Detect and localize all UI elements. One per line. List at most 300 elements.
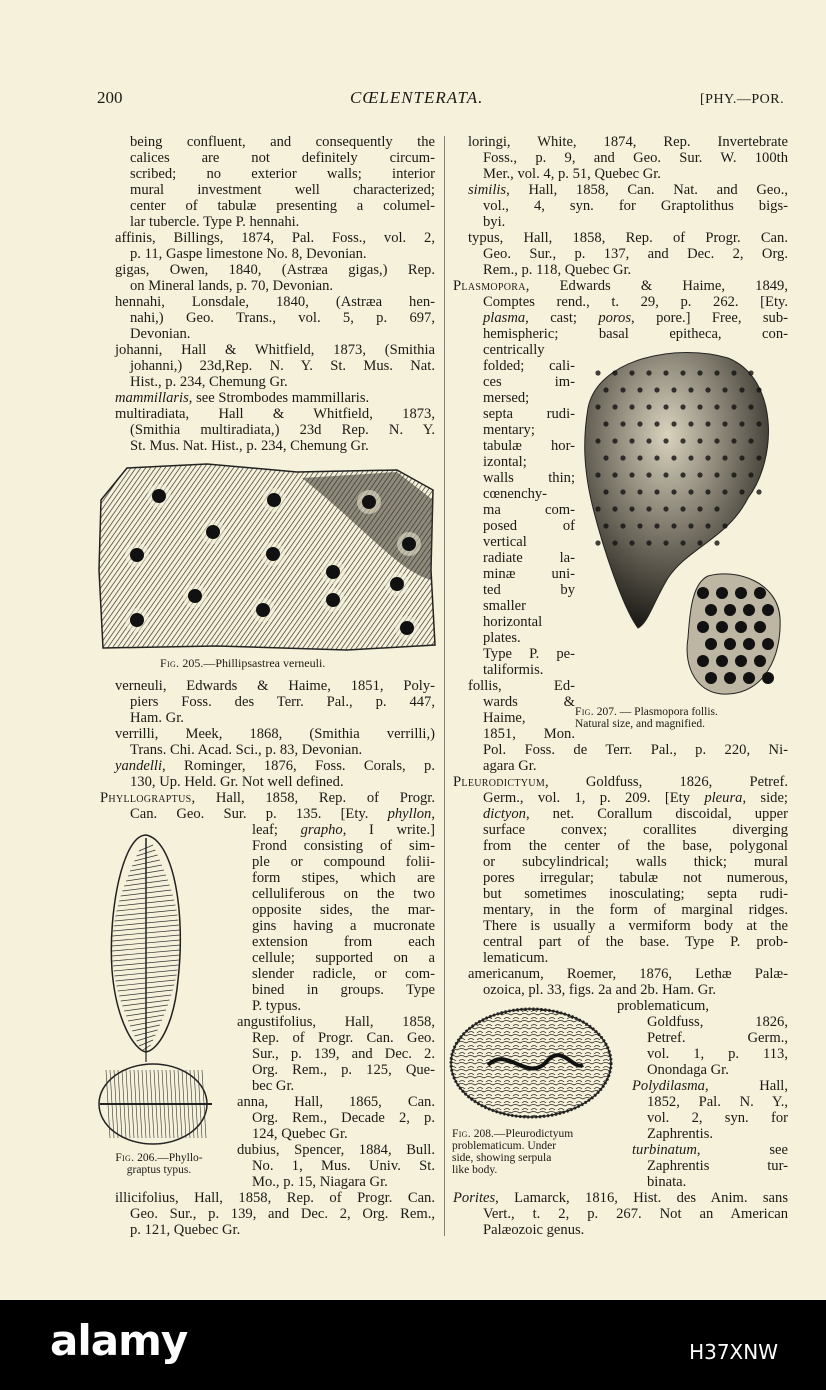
pore-dot — [595, 472, 600, 477]
text-run: , Goldfuss, 1826, Petref. — [545, 774, 788, 790]
pore-dot — [620, 387, 625, 392]
pore-dot — [629, 506, 634, 511]
pore-dot — [629, 472, 634, 477]
entry-paragraph — [100, 134, 435, 230]
small-caps-term: Pleurodictyum — [453, 774, 546, 790]
pore-dot — [688, 455, 693, 460]
text-run: loringi, White, 1874, Rep. Invertebrate — [468, 134, 788, 150]
pore-dot — [646, 540, 651, 545]
text-line — [483, 198, 788, 214]
caption-line — [100, 1152, 218, 1164]
text-line — [483, 518, 575, 534]
pore-dot — [722, 489, 727, 494]
text-line — [647, 1046, 788, 1062]
text-line — [483, 582, 575, 598]
entry-paragraph — [100, 390, 435, 406]
pore-dot — [714, 404, 719, 409]
italic-term: phyllon — [387, 806, 432, 822]
text-run: agara Gr. — [483, 758, 537, 774]
pore-dot — [595, 540, 600, 545]
caption-line — [452, 1164, 632, 1176]
text-line — [252, 854, 435, 870]
pore-dot — [739, 421, 744, 426]
text-run: minæ uni- — [483, 566, 575, 582]
text-run: Mo., p. 15, Niagara Gr. — [252, 1174, 388, 1190]
pore-dot — [663, 540, 668, 545]
text-line — [483, 422, 575, 438]
text-run: wards & — [483, 694, 575, 710]
text-run: vol. 1, p. 113, — [647, 1046, 788, 1062]
text-line — [483, 342, 575, 358]
text-run: illicifolius, Hall, 1858, Rep. of Progr. Can. — [115, 1190, 435, 1206]
text-run: 205.—Phillipsastrea verneuli. — [179, 656, 326, 670]
text-line — [483, 502, 575, 518]
text-line — [252, 950, 435, 966]
entry-paragraph — [100, 294, 435, 342]
calice-dot — [267, 493, 281, 507]
pore-dot — [654, 455, 659, 460]
text-run: hennahi, Lonsdale, 1840, (Astræa hen- — [115, 294, 435, 310]
text-run: 130, Up. Held. Gr. Not well defined. — [130, 774, 344, 790]
text-run: follis, Ed- — [468, 678, 575, 694]
pore-dot — [620, 421, 625, 426]
figure-208-pleurodictyum — [448, 1005, 614, 1123]
text-line — [483, 854, 788, 870]
pore-dot — [680, 472, 685, 477]
caption-line — [452, 1128, 632, 1140]
text-run: vol., 4, syn. for Graptolithus bigs- — [483, 198, 788, 214]
italic-term: poros — [598, 310, 632, 326]
text-run: izontal; — [483, 454, 527, 470]
pore-dot — [739, 387, 744, 392]
pore-dot — [603, 421, 608, 426]
pore-dot — [637, 489, 642, 494]
figure-205-phillipsastrea — [97, 460, 437, 655]
text-line — [647, 1158, 788, 1174]
entries-block-f — [453, 342, 575, 742]
text-line — [453, 278, 788, 294]
pore-dot — [646, 404, 651, 409]
pore-dot — [612, 404, 617, 409]
entry-paragraph — [617, 998, 788, 1078]
text-run: ces im- — [483, 374, 575, 390]
text-line — [115, 342, 435, 358]
page-number: 200 — [97, 88, 123, 107]
calice-spot — [743, 672, 755, 684]
text-run: 124, Quebec Gr. — [252, 1126, 348, 1142]
calice-dot — [400, 621, 414, 635]
small-caps-term: Phyllograptus — [100, 790, 192, 806]
watermark-footer — [0, 1300, 826, 1390]
text-run: slender radicle, or com- — [252, 966, 435, 982]
entries-block-d — [100, 1190, 435, 1238]
text-run: walls thin; — [483, 470, 575, 486]
pore-dot — [705, 523, 710, 528]
pore-dot — [697, 370, 702, 375]
text-run: mentary; — [483, 422, 535, 438]
pore-dot — [697, 540, 702, 545]
italic-term: turbinatum — [632, 1142, 697, 1158]
pore-dot — [688, 387, 693, 392]
text-run: anna, Hall, 1865, Can. — [237, 1094, 435, 1110]
text-run: Rep. of Progr. Can. Geo. — [252, 1030, 435, 1046]
text-run: Org. Rem., p. 125, Que- — [252, 1062, 435, 1078]
text-line — [483, 646, 575, 662]
calice-dot — [130, 613, 144, 627]
text-line — [483, 630, 575, 646]
entry-paragraph — [453, 678, 575, 742]
text-line — [252, 998, 435, 1014]
entry-paragraph — [222, 1094, 435, 1142]
text-run: problematicum, — [617, 998, 709, 1014]
text-line — [483, 822, 788, 838]
text-line — [483, 902, 788, 918]
text-line — [483, 566, 575, 582]
pore-dot — [697, 506, 702, 511]
calice-spot — [754, 621, 766, 633]
text-run: , Rominger, 1876, Foss. Corals, p. — [162, 758, 435, 774]
text-line — [483, 790, 788, 806]
calice-spot — [724, 604, 736, 616]
pore-dot — [731, 370, 736, 375]
pore-dot — [663, 472, 668, 477]
calice-dot — [326, 593, 340, 607]
text-line — [483, 454, 575, 470]
pore-dot — [756, 421, 761, 426]
text-line — [483, 246, 788, 262]
calice-spot — [762, 672, 774, 684]
pore-dot — [612, 540, 617, 545]
pore-dot — [722, 455, 727, 460]
text-line — [130, 198, 435, 214]
text-line — [483, 294, 788, 310]
text-line — [237, 1014, 435, 1030]
pore-dot — [637, 421, 642, 426]
text-line — [453, 1190, 788, 1206]
text-line — [237, 1142, 435, 1158]
text-run: , I write.] — [342, 822, 435, 838]
entry-paragraph — [222, 1014, 435, 1094]
text-run: No. 1, Mus. Univ. St. — [252, 1158, 435, 1174]
entry-paragraph — [100, 678, 435, 726]
column-divider — [444, 136, 445, 1236]
pore-dot — [688, 489, 693, 494]
pore-dot — [629, 370, 634, 375]
text-line — [647, 1174, 788, 1190]
text-run: , Hall, 1858, Can. Nat. and Geo., — [506, 182, 788, 198]
entry-paragraph — [100, 230, 435, 262]
pore-dot — [722, 421, 727, 426]
calice-dot — [152, 489, 166, 503]
entry-paragraph — [100, 342, 435, 390]
text-run: gins having a mucronate — [252, 918, 435, 934]
italic-term: Polydilasma — [632, 1078, 705, 1094]
pore-dot — [629, 438, 634, 443]
text-line — [130, 358, 435, 374]
pore-dot — [705, 421, 710, 426]
text-run: 207. — Plasmopora follis. — [593, 706, 718, 718]
entries-block-e — [453, 134, 788, 342]
italic-term: pleura — [704, 790, 743, 806]
calice-spot — [697, 587, 709, 599]
alamy-logo: alamy — [50, 1316, 188, 1365]
pore-dot — [646, 370, 651, 375]
text-run: centrically — [483, 342, 545, 358]
pore-dot — [705, 455, 710, 460]
text-line — [237, 1094, 435, 1110]
calice-spot — [705, 604, 717, 616]
calice-dot — [256, 603, 270, 617]
text-line — [483, 438, 575, 454]
entry-paragraph — [222, 1142, 435, 1190]
text-line — [483, 1206, 788, 1222]
calice-spot — [705, 672, 717, 684]
text-run: bec Gr. — [252, 1078, 295, 1094]
entry-paragraph — [617, 1142, 788, 1190]
text-run: mentary, in the form of marginal ridges. — [483, 902, 788, 918]
text-line — [483, 886, 788, 902]
text-run: , net. Corallum discoidal, upper — [525, 806, 788, 822]
text-run: posed of — [483, 518, 575, 534]
text-line — [130, 134, 435, 150]
calice-spot — [762, 638, 774, 650]
caption-line — [452, 1140, 632, 1152]
text-line — [483, 918, 788, 934]
text-line — [483, 150, 788, 166]
pore-dot — [688, 523, 693, 528]
text-run: , pore.] Free, sub- — [631, 310, 788, 326]
text-run: johanni,) 23d,Rep. N. Y. St. Mus. Nat. — [130, 358, 435, 374]
running-head: [PHY.—POR. — [700, 92, 785, 107]
pore-dot — [612, 370, 617, 375]
text-line — [252, 918, 435, 934]
text-run: side, showing serpula — [452, 1152, 552, 1164]
text-run: pores irregular; tabulæ not numerous, — [483, 870, 788, 886]
text-line — [130, 150, 435, 166]
text-run: Sur., p. 139, and Dec. 2. — [252, 1046, 435, 1062]
entry-paragraph — [100, 1190, 435, 1238]
pore-dot — [637, 523, 642, 528]
text-run: problematicum. Under — [452, 1140, 557, 1152]
pore-dot — [697, 472, 702, 477]
caption-line — [160, 657, 325, 669]
pore-dot — [756, 387, 761, 392]
text-run: vertical — [483, 534, 527, 550]
text-line — [647, 1062, 788, 1078]
text-line — [483, 390, 575, 406]
text-run: , Lamarck, 1816, Hist. des Anim. sans — [495, 1190, 788, 1206]
text-line — [483, 726, 575, 742]
calice-spot — [743, 638, 755, 650]
calice-spot — [743, 604, 755, 616]
calice-dot — [130, 548, 144, 562]
italic-term: yandelli — [115, 758, 163, 774]
image-code: H37XNW — [689, 1340, 778, 1364]
text-run: johanni, Hall & Whitfield, 1873, (Smithia — [115, 342, 435, 358]
text-line — [130, 694, 435, 710]
text-line — [130, 438, 435, 454]
text-line — [468, 134, 788, 150]
text-run: Comptes rend., t. 29, p. 262. [Ety. — [483, 294, 788, 310]
text-line — [130, 1206, 435, 1222]
text-run: , see — [696, 1142, 788, 1158]
text-line — [115, 230, 435, 246]
text-line — [483, 838, 788, 854]
text-run: St. Mus. Nat. Hist., p. 234, Chemung Gr. — [130, 438, 369, 454]
text-line — [468, 678, 575, 694]
text-line — [252, 1046, 435, 1062]
text-run: affinis, Billings, 1874, Pal. Foss., vol. 2, — [115, 230, 435, 246]
pore-dot — [595, 404, 600, 409]
text-line — [130, 374, 435, 390]
entries-block-a — [100, 134, 435, 454]
text-run: americanum, Roemer, 1876, Lethæ Palæ- — [468, 966, 788, 982]
text-run: or subcylindrical; walls thick; mural — [483, 854, 788, 870]
entries-block-i — [453, 1190, 788, 1238]
text-run: Natural size, and magnified. — [575, 718, 705, 730]
text-line — [483, 870, 788, 886]
text-line — [483, 662, 575, 678]
text-line — [483, 614, 575, 630]
pore-dot — [620, 455, 625, 460]
text-run: piers Foss. des Terr. Pal., p. 447, — [130, 694, 435, 710]
text-run: hemispheric; basal epitheca, con- — [483, 326, 788, 342]
text-run: Germ., vol. 1, p. 209. [Ety — [483, 790, 705, 806]
text-line — [483, 950, 788, 966]
text-run: Zaphrentis tur- — [647, 1158, 788, 1174]
text-line — [483, 742, 788, 758]
pore-dot — [654, 387, 659, 392]
pore-dot — [680, 370, 685, 375]
calice-dot — [362, 495, 376, 509]
pore-dot — [680, 404, 685, 409]
text-line — [115, 758, 435, 774]
text-run: cellule; supported on a — [252, 950, 435, 966]
text-line — [252, 838, 435, 854]
pore-dot — [705, 387, 710, 392]
text-line — [647, 1110, 788, 1126]
text-run: radiate la- — [483, 550, 575, 566]
pore-dot — [671, 387, 676, 392]
figure-208-caption — [452, 1128, 632, 1176]
text-line — [483, 550, 575, 566]
text-run: center of tabulæ presenting a columel- — [130, 198, 435, 214]
text-line — [483, 374, 575, 390]
text-line — [252, 1126, 435, 1142]
entry-paragraph — [453, 774, 788, 966]
text-run: 1852, Pal. N. Y., — [647, 1094, 788, 1110]
entry-paragraph — [453, 134, 788, 182]
text-run: There is usually a vermiform body at the — [483, 918, 788, 934]
pore-dot — [688, 421, 693, 426]
pore-dot — [714, 506, 719, 511]
text-run: but sometimes inosculating; septa rudi- — [483, 886, 788, 902]
text-run: Haime, — [483, 710, 526, 726]
calice-spot — [735, 587, 747, 599]
text-run: leaf; — [252, 822, 301, 838]
text-run: lematicum. — [483, 950, 549, 966]
text-run: Onondaga Gr. — [647, 1062, 729, 1078]
entry-paragraph — [100, 406, 435, 454]
text-run: calices are not definitely circum- — [130, 150, 435, 166]
pore-dot — [748, 370, 753, 375]
calice-dot — [188, 589, 202, 603]
text-run: nahi,) Geo. Trans., vol. 5, p. 697, — [130, 310, 435, 326]
pore-dot — [603, 489, 608, 494]
text-run: Mer., vol. 4, p. 51, Quebec Gr. — [483, 166, 661, 182]
text-line — [483, 486, 575, 502]
calice-dot — [326, 565, 340, 579]
text-line — [252, 870, 435, 886]
text-run: like body. — [452, 1164, 498, 1176]
text-run: mural investment well characterized; — [130, 182, 435, 198]
calice-spot — [724, 672, 736, 684]
text-run: central part of the base. Type P. prob- — [483, 934, 788, 950]
text-line — [252, 966, 435, 982]
text-line — [647, 1030, 788, 1046]
pore-dot — [595, 506, 600, 511]
pore-dot — [697, 438, 702, 443]
text-line — [115, 406, 435, 422]
text-run: dubius, Spencer, 1884, Bull. — [237, 1142, 435, 1158]
pore-dot — [671, 421, 676, 426]
text-run: Can. Geo. Sur. p. 135. [Ety. — [130, 806, 388, 822]
text-line — [483, 598, 575, 614]
pore-dot — [722, 523, 727, 528]
text-line — [483, 214, 788, 230]
text-line — [252, 1158, 435, 1174]
text-run: ple or compound folii- — [252, 854, 435, 870]
text-run: p. 121, Quebec Gr. — [130, 1222, 241, 1238]
text-line — [483, 406, 575, 422]
pore-dot — [722, 387, 727, 392]
pore-dot — [739, 455, 744, 460]
text-line — [130, 710, 435, 726]
calice-spot — [754, 655, 766, 667]
text-line — [252, 1030, 435, 1046]
text-line — [483, 262, 788, 278]
text-run: Org. Rem., Decade 2, p. — [252, 1110, 435, 1126]
text-line — [483, 806, 788, 822]
text-line — [130, 182, 435, 198]
text-run: , see Strombodes mammillaris. — [188, 390, 370, 406]
text-line — [483, 326, 788, 342]
text-run: byi. — [483, 214, 506, 230]
text-line — [252, 1110, 435, 1126]
text-run: Type P. pe- — [483, 646, 575, 662]
pore-dot — [663, 506, 668, 511]
text-run: , cast; — [525, 310, 599, 326]
text-line — [130, 774, 435, 790]
italic-term: mammillaris — [115, 390, 189, 406]
text-run: Ham. Gr. — [130, 710, 184, 726]
text-run: folded; cali- — [483, 358, 575, 374]
pore-dot — [646, 472, 651, 477]
text-line — [483, 758, 788, 774]
calice-dot — [206, 525, 220, 539]
pore-dot — [646, 438, 651, 443]
text-run: Frond consisting of sim- — [252, 838, 435, 854]
text-run: verrilli, Meek, 1868, (Smithia verrilli,) — [115, 726, 435, 742]
text-run: Foss., p. 9, and Geo. Sur. W. 100th — [483, 150, 788, 166]
calice-spot — [716, 655, 728, 667]
entry-paragraph — [453, 182, 788, 230]
text-run: ozoica, pl. 33, figs. 2a and 2b. Ham. Gr. — [483, 982, 717, 998]
text-line — [130, 278, 435, 294]
italic-term: Porites — [453, 1190, 496, 1206]
text-run: , Edwards & Haime, 1849, — [525, 278, 788, 294]
entry-paragraph — [453, 342, 575, 678]
